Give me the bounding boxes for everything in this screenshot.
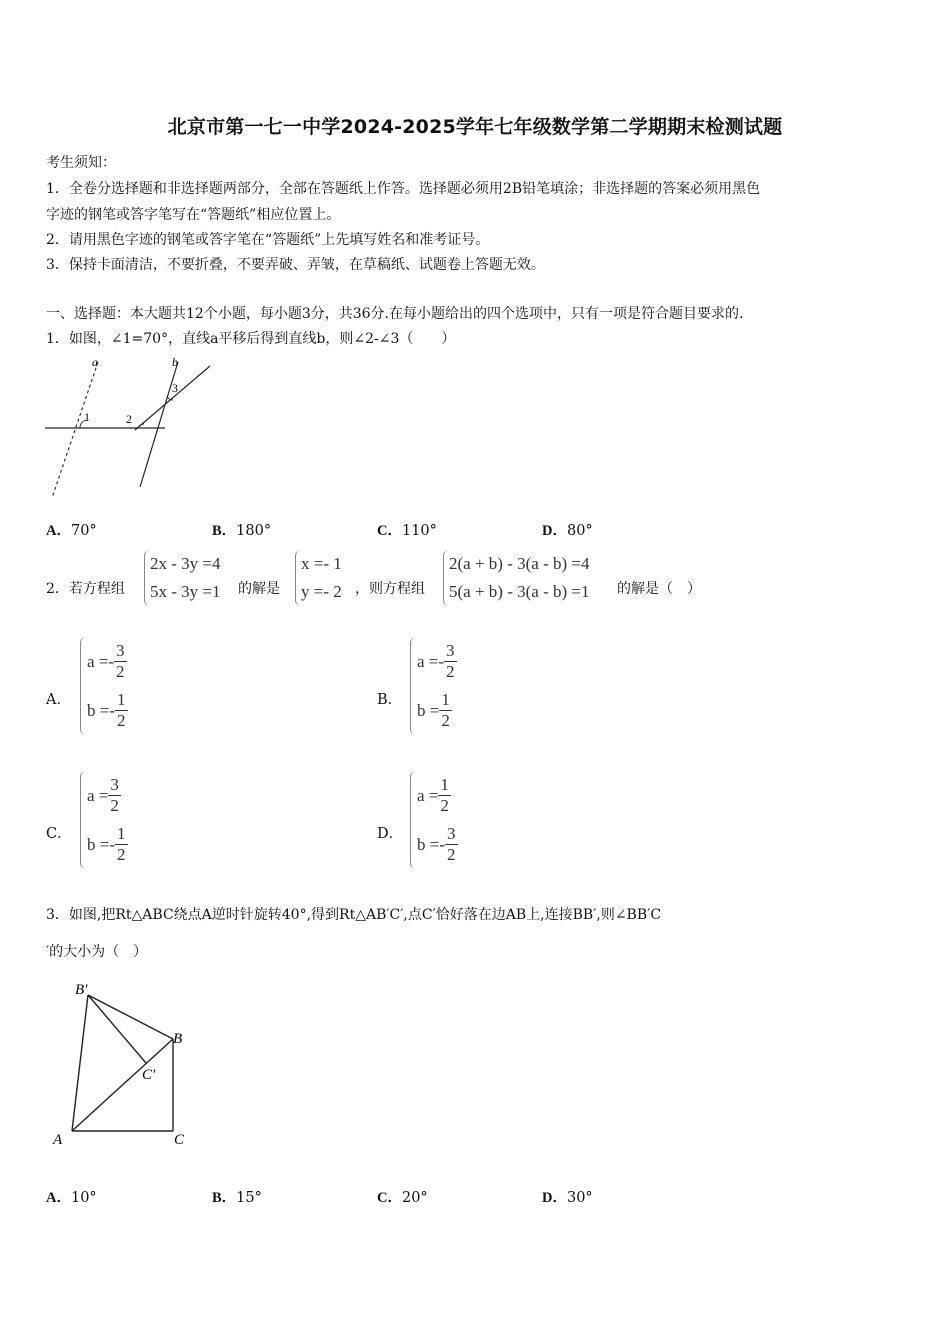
q3-option-b[interactable]: B．15° (212, 1190, 262, 1206)
q3-label-b1: B′ (75, 982, 88, 998)
q2-option-b[interactable]: a =- $\frac{3}{2}$ b = $\frac{1}{2}$ (410, 637, 457, 735)
notice-line-3: 3．保持卡面清洁，不要折叠，不要弄破、弄皱，在草稿纸、试题卷上答题无效。 (46, 257, 545, 273)
q2-mid-2: ，则方程组 (355, 581, 425, 597)
q1-option-c[interactable]: C．110° (377, 523, 437, 539)
q1-line-a (52, 362, 98, 498)
q2-system-2: 2(a + b) - 3(a - b) =4 5(a + b) - 3(a - b) =1 (443, 550, 589, 606)
q2-option-b-label[interactable]: B． (377, 692, 403, 708)
q2-option-a[interactable]: a =- $\frac{3}{2}$ b =- $\frac{1}{2}$ (80, 637, 128, 735)
q3-segment-b1b (88, 995, 173, 1039)
q3-option-d[interactable]: D．30° (542, 1190, 593, 1206)
q1-stem: 1．如图，∠1=70°，直线a平移后得到直线b，则∠2-∠3（ ） (46, 331, 456, 347)
q1-label-1: 1 (84, 410, 90, 424)
q1-figure (40, 350, 230, 505)
q1-label-3: 3 (172, 381, 178, 395)
section-heading: 一、选择题：本大题共12个小题，每小题3分，共36分.在每小题给出的四个选项中，只有一项是符合题目要求的. (46, 306, 744, 322)
q3-option-c[interactable]: C．20° (377, 1190, 428, 1206)
q1-label-a: a (92, 355, 98, 369)
q3-label-b: B (173, 1031, 183, 1047)
q3-segment-ab1 (72, 995, 88, 1131)
q2-suffix: 的解是（ ） (617, 581, 701, 597)
q2-prefix: 2．若方程组 (46, 581, 125, 597)
q1-option-d[interactable]: D．80° (542, 523, 593, 539)
q1-label-b: b (172, 355, 178, 369)
q3-option-a[interactable]: A．10° (46, 1190, 97, 1206)
q2-system-1: 2x - 3y =4 5x - 3y =1 (144, 550, 221, 606)
q2-mid-1: 的解是 (238, 581, 280, 597)
q3-label-c: C (174, 1132, 185, 1148)
notice-line-1b: 字迹的钢笔或答字笔写在“答题纸”相应位置上。 (46, 207, 341, 223)
q2-option-d-label[interactable]: D． (377, 826, 404, 842)
q2-option-a-label[interactable]: A． (46, 692, 71, 708)
q3-segment-ab (72, 1039, 173, 1131)
notice-line-1a: 1．全卷分选择题和非选择题两部分，全部在答题纸上作答。选择题必须用2B铅笔填涂；非选择题的答案必须用黑色 (46, 181, 761, 197)
q3-label-a: A (53, 1132, 63, 1148)
q3-stem-line-1: 3．如图,把Rt△ABC绕点A逆时针旋转40°,得到Rt△AB′C′,点C′恰好落在边AB上,连接BB′,则∠BB′C (46, 907, 662, 923)
q2-option-c-label[interactable]: C． (46, 826, 72, 842)
q3-stem-line-2: ′的大小为（ ） (46, 944, 148, 960)
notice-line-2: 2．请用黑色字迹的钢笔或答字笔在“答题纸”上先填写姓名和准考证号。 (46, 232, 490, 248)
page-title: 北京市第一七一中学2024-2025学年七年级数学第二学期期末检测试题 (167, 116, 783, 138)
q2-option-d[interactable]: a = $\frac{1}{2}$ b =- $\frac{3}{2}$ (410, 771, 458, 869)
q1-option-b[interactable]: B．180° (212, 523, 272, 539)
q3-figure (48, 975, 198, 1150)
q2-option-c[interactable]: a = $\frac{3}{2}$ b =- $\frac{1}{2}$ (80, 771, 128, 869)
q2-solution: x =- 1 y =- 2 (295, 550, 342, 606)
notice-heading: 考生须知： (46, 155, 116, 171)
q1-label-2: 2 (126, 412, 132, 426)
q3-segment-b1c1 (88, 995, 146, 1063)
q1-transversal (135, 366, 210, 430)
q1-option-a[interactable]: A．70° (46, 523, 97, 539)
q3-label-c1: C′ (142, 1067, 156, 1083)
